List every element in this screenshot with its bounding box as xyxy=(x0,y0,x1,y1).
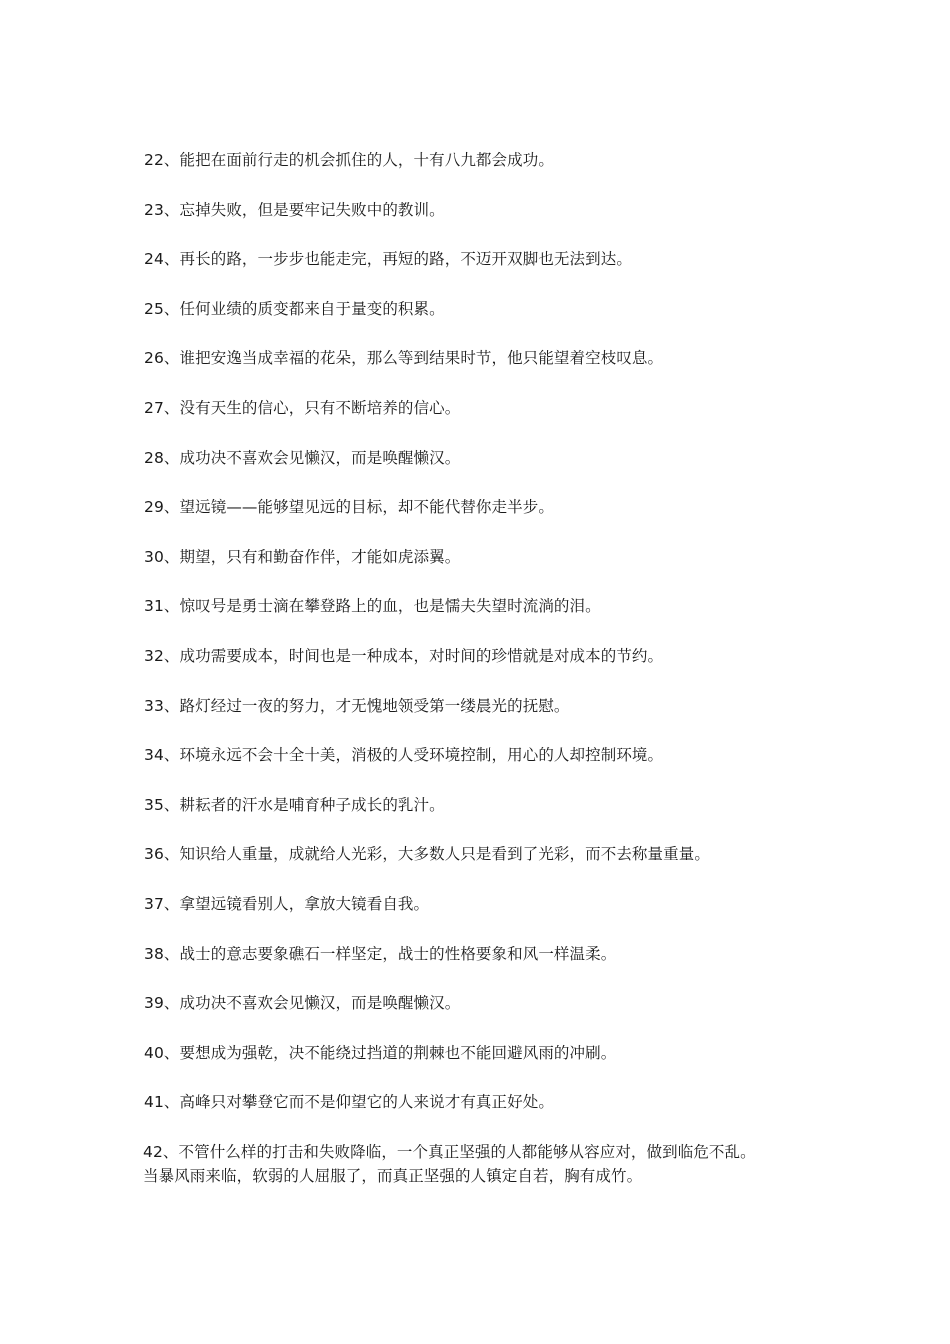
quote-item-35: 35、耕耘者的汗水是哺育种子成长的乳汁。 xyxy=(144,795,445,814)
quote-item-42-line-1: 42、不管什么样的打击和失败降临，一个真正坚强的人都能够从容应对，做到临危不乱。 xyxy=(143,1142,756,1161)
quote-item-37: 37、拿望远镜看别人，拿放大镜看自我。 xyxy=(144,894,430,913)
quote-item-42-line-2: 当暴风雨来临，软弱的人屈服了，而真正坚强的人镇定自若，胸有成竹。 xyxy=(143,1166,643,1185)
quote-item-33: 33、路灯经过一夜的努力，才无愧地领受第一缕晨光的抚慰。 xyxy=(144,696,570,715)
quote-item-41: 41、高峰只对攀登它而不是仰望它的人来说才有真正好处。 xyxy=(144,1093,554,1112)
quote-item-23: 23、忘掉失败，但是要牢记失败中的教训。 xyxy=(144,200,445,219)
quote-item-29: 29、望远镜——能够望见远的目标，却不能代替你走半步。 xyxy=(144,498,554,517)
quote-item-40: 40、要想成为强乾，决不能绕过挡道的荆棘也不能回避风雨的冲刷。 xyxy=(144,1043,617,1062)
quote-item-31: 31、惊叹号是勇士滴在攀登路上的血，也是懦夫失望时流淌的泪。 xyxy=(144,597,601,616)
quote-item-25: 25、任何业绩的质变都来自于量变的积累。 xyxy=(144,299,445,318)
quote-item-30: 30、期望，只有和勤奋作伴，才能如虎添翼。 xyxy=(144,547,461,566)
quote-item-36: 36、知识给人重量，成就给人光彩，大多数人只是看到了光彩，而不去称量重量。 xyxy=(144,845,710,864)
quote-item-28: 28、成功决不喜欢会见懒汉，而是唤醒懒汉。 xyxy=(144,448,461,467)
quote-item-32: 32、成功需要成本，时间也是一种成本，对时间的珍惜就是对成本的节约。 xyxy=(144,646,664,665)
quote-item-22: 22、能把在面前行走的机会抓住的人，十有八九都会成功。 xyxy=(144,151,554,169)
quote-list xyxy=(144,148,824,1213)
quote-item-34: 34、环境永远不会十全十美，消极的人受环境控制，用心的人却控制环境。 xyxy=(144,746,664,765)
quote-item-38: 38、战士的意志要象礁石一样坚定，战士的性格要象和风一样温柔。 xyxy=(144,944,617,963)
quote-item-24: 24、再长的路，一步步也能走完，再短的路，不迈开双脚也无法到达。 xyxy=(144,250,632,269)
quote-item-26: 26、谁把安逸当成幸福的花朵，那么等到结果时节，他只能望着空枝叹息。 xyxy=(144,349,664,368)
quote-item-27: 27、没有天生的信心，只有不断培养的信心。 xyxy=(144,398,461,417)
quote-item-39: 39、成功决不喜欢会见懒汉，而是唤醒懒汉。 xyxy=(144,994,461,1013)
quote-item-42 xyxy=(144,1140,824,1188)
